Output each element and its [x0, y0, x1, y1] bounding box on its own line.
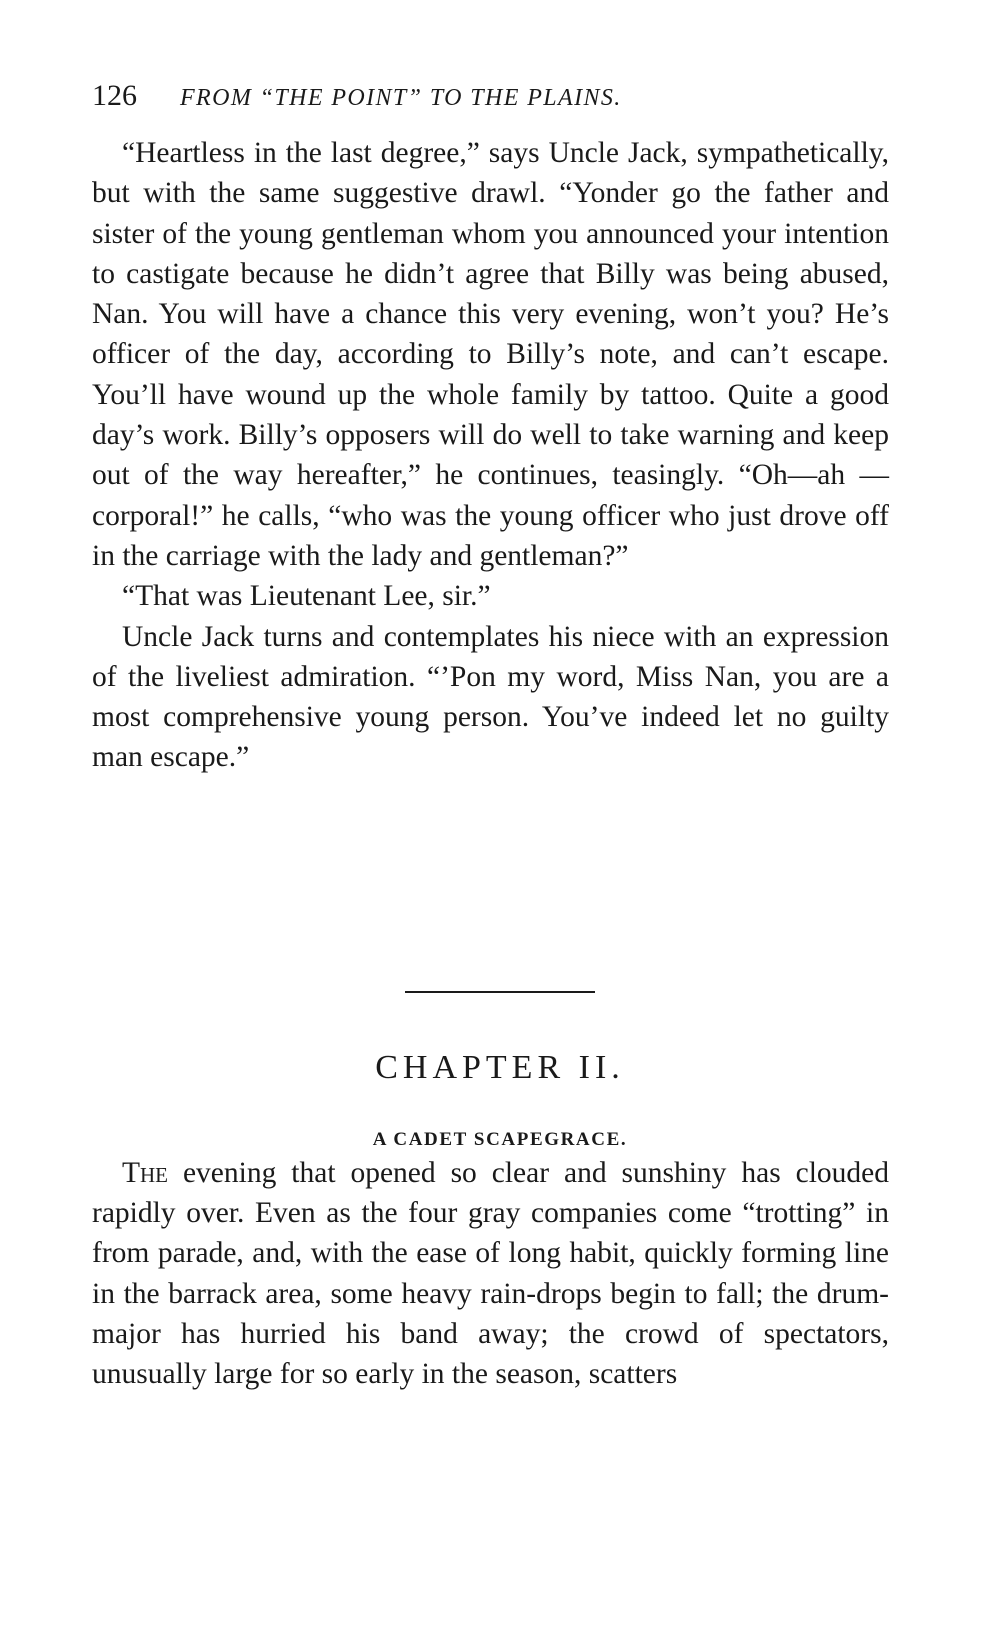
chapter-title: CHAPTER II.: [375, 1049, 625, 1086]
paragraph: [92, 1153, 889, 1394]
running-head: [92, 78, 892, 114]
paragraph: “That was Lieutenant Lee, sir.”: [122, 580, 491, 613]
chapter-opening-text: [92, 1153, 889, 1394]
paragraph: Uncle Jack turns and contemplates his niece with an expression of the liveliest admiration. “’Pon my word, Miss Nan, you are a most comprehensive young person. You’ve indeed let no guilty man escape.”: [92, 620, 889, 774]
running-title: FROM “THE POINT” TO THE PLAINS.: [180, 85, 622, 111]
lead-word: The: [122, 1157, 169, 1189]
chapter-subtitle: A CADET SCAPEGRACE.: [372, 1129, 628, 1150]
page-number: 126: [92, 79, 137, 112]
section-divider: [405, 991, 595, 993]
paragraph: “Heartless in the last degree,” says Uncle Jack, sympathetically, but with the same suggestive drawl. “Yonder go the father and sister of the young gentleman whom you announced your intention to castigate because he didn’t agree that Billy was being abused, Nan. You will have a chance this very evening, won’t you? He’s officer of the day, according to Billy’s note, and can’t escape. You’ll have wound up the whole family by tattoo. Quite a good day’s work. Billy’s opposers will do well to take warning and keep out of the way hereafter,” he continues, teasingly. “Oh—ah —corporal!” he calls, “who was the young officer who just drove off in the carriage with the lady and gentleman?”: [92, 137, 889, 572]
body-text-before-chapter: [92, 133, 889, 778]
paragraph-text: evening that opened so clear and sunshiny has clouded rapidly over. Even as the four gray companies come “trotting” in from parade, and, with the ease of long habit, quickly forming line in the barrack area, some heavy rain-drops begin to fall; the drum-major has hurried his band away; the crowd of spectators, unusually large for so early in the season, scatters: [92, 1157, 889, 1391]
